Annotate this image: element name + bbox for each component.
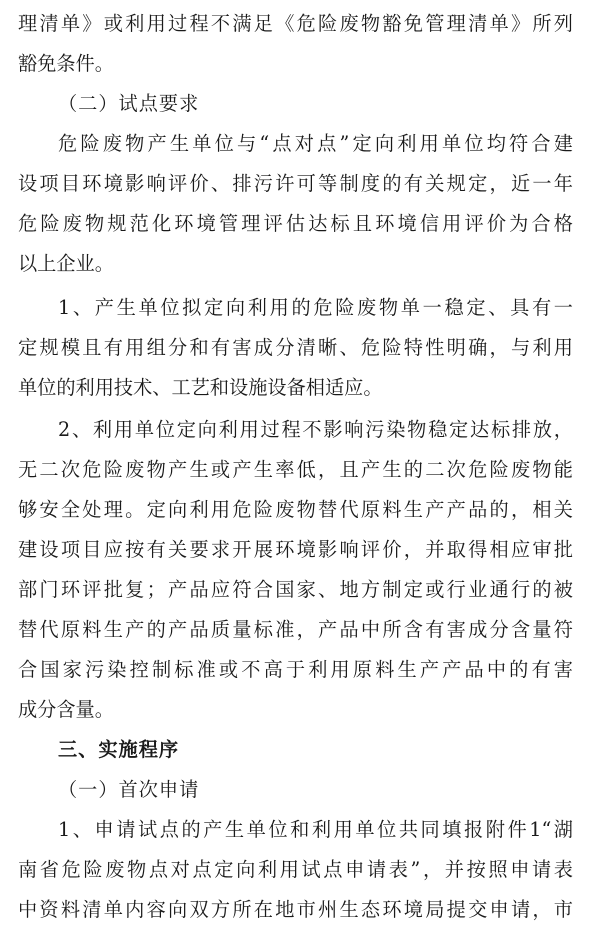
paragraph-line: 建设项目应按有关要求开展环境影响评价，并取得相应审批 [18,538,573,561]
paragraph-line: 成分含量。 [18,698,114,721]
paragraph-line: 南省危险废物点对点定向利用试点申请表”，并按照申请表 [18,858,573,881]
paragraph-line: 替代原料生产的产品质量标准，产品中所含有害成分含量符 [18,618,573,641]
paragraph-line: 部门环评批复；产品应符合国家、地方制定或行业通行的被 [18,578,573,601]
paragraph-line: 1、产生单位拟定向利用的危险废物单一稳定、具有一 [58,296,573,319]
section-heading-trial-requirements: （二）试点要求 [58,92,200,115]
section-heading-first-application: （一）首次申请 [58,778,200,801]
paragraph-line: 定规模且有用组分和有害成分清晰、危险特性明确，与利用 [18,336,573,359]
paragraph-line: 单位的利用技术、工艺和设施设备相适应。 [18,376,383,399]
paragraph-line: 合国家污染控制标准或不高于利用原料生产产品中的有害 [18,658,573,681]
paragraph-line: 危险废物规范化环境管理评估达标且环境信用评价为合格 [18,212,573,235]
paragraph-line: 1、申请试点的产生单位和利用单位共同填报附件1“湖 [58,818,573,841]
section-heading-implementation: 三、实施程序 [58,738,180,761]
paragraph-line: 设项目环境影响评价、排污许可等制度的有关规定，近一年 [18,172,573,195]
paragraph-line: 够安全处理。定向利用危险废物替代原料生产产品的，相关 [18,498,573,521]
paragraph-line: 以上企业。 [18,252,114,275]
paragraph-line: 2、利用单位定向利用过程不影响污染物稳定达标排放， [58,418,573,441]
paragraph-line: 危险废物产生单位与“点对点”定向利用单位均符合建 [58,132,573,155]
paragraph-line: 理清单》或利用过程不满足《危险废物豁免管理清单》所列 [18,12,573,35]
paragraph-line: 中资料清单内容向双方所在地市州生态环境局提交申请，市 [18,898,573,921]
paragraph-line: 无二次危险废物产生或产生率低，且产生的二次危险废物能 [18,458,573,481]
paragraph-line: 豁免条件。 [18,52,114,75]
